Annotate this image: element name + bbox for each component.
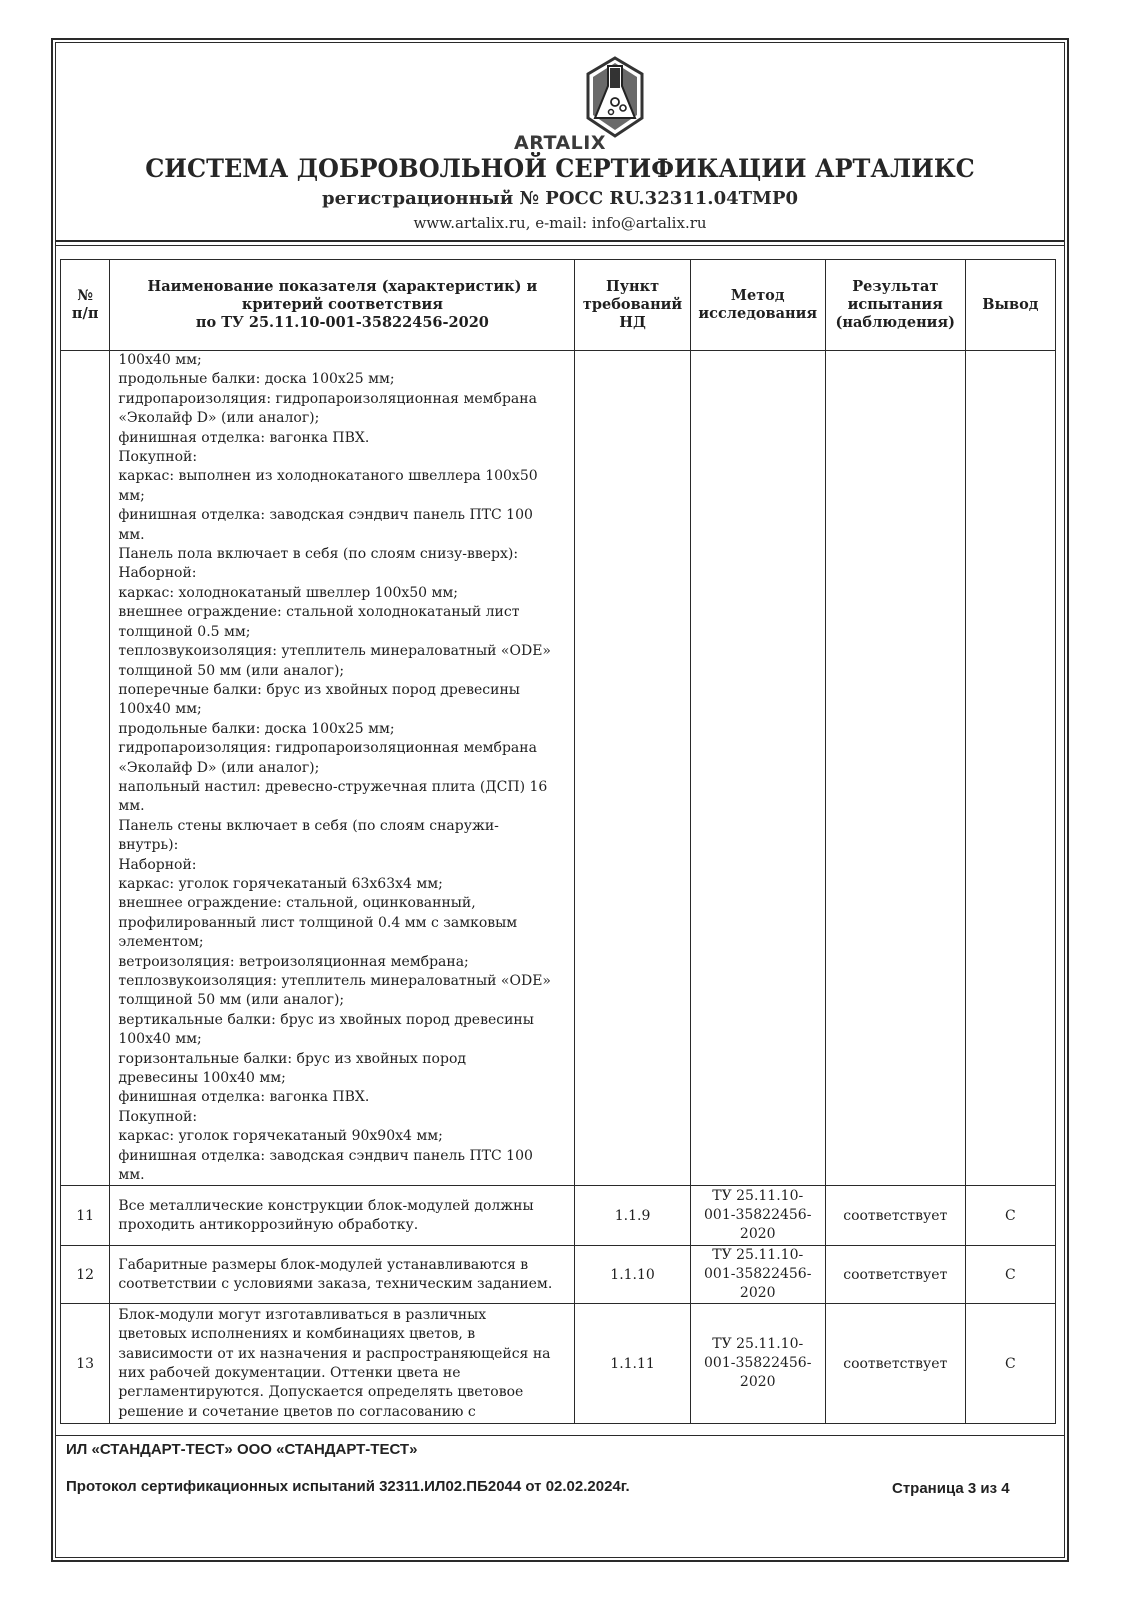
text-line: толщиной 50 мм (или аналог); (118, 662, 345, 679)
cell-conclusion: С (965, 1246, 1055, 1304)
text-line: каркас: холоднокатаный швеллер 100x50 мм; (118, 584, 459, 601)
table-header-row (61, 260, 1056, 351)
text-line: толщиной 0.5 мм; (118, 623, 251, 640)
col-header-line: НД (619, 314, 646, 331)
cell-number: 12 (61, 1246, 110, 1304)
col-header-line: исследования (698, 305, 818, 322)
document-header (55, 42, 1065, 242)
brand-name: ARTALIX (514, 132, 606, 154)
test-results-table (60, 259, 1056, 1424)
table-row (61, 1246, 1056, 1304)
text-line: «Эколайф D» (или аналог); (118, 759, 320, 776)
cell-number: 11 (61, 1186, 110, 1246)
text-line: Покупной: (118, 449, 198, 466)
text-line: решение и сочетание цветов по согласованию с (118, 1403, 476, 1420)
text-line: древесины 100x40 мм; (118, 1070, 286, 1087)
cell-method (690, 1186, 825, 1246)
cell-result (825, 351, 965, 1186)
text-line: теплозвукоизоляция: утеплитель минераловатный «ODE» (118, 643, 551, 660)
col-header-line: п/п (71, 305, 99, 322)
cell-name-lines (110, 1306, 574, 1422)
col-header-line: Метод (730, 287, 785, 304)
col-header-line: по ТУ 25.11.10-001-35822456-2020 (195, 314, 489, 331)
cell-result: соответствует (825, 1246, 965, 1304)
cell-result: соответствует (825, 1186, 965, 1246)
text-line: каркас: уголок горячекатаный 90x90x4 мм; (118, 1128, 443, 1145)
col-header-line: критерий соответствия (241, 296, 443, 313)
cell-name (110, 351, 575, 1186)
page-number: Страница 3 из 4 (892, 1480, 1010, 1497)
text-line: соответствии с условиями заказа, техническим заданием. (118, 1275, 553, 1292)
cell-name-lines (110, 1256, 574, 1295)
text-line: Наборной: (118, 856, 197, 873)
text-line: 2020 (739, 1285, 776, 1302)
text-line: вертикальные балки: брус из хвойных пород древесины (118, 1011, 534, 1028)
text-line: Все металлические конструкции блок-модулей должны (118, 1197, 534, 1214)
footer-divider (55, 1435, 1065, 1436)
cell-name (110, 1246, 575, 1304)
text-line: поперечные балки: брус из хвойных пород древесины (118, 681, 520, 698)
text-line: мм. (118, 526, 145, 543)
col-header-conclusion: Вывод (965, 260, 1055, 351)
text-line: 2020 (739, 1226, 776, 1243)
col-header-number (61, 260, 110, 351)
text-line: каркас: выполнен из холоднокатаного швеллера 100x50 (118, 468, 538, 485)
text-line: финишная отделка: вагонка ПВХ. (118, 429, 370, 446)
header-divider-inner (55, 245, 1065, 246)
cell-method (690, 1246, 825, 1304)
text-line: финишная отделка: заводская сэндвич панель ПТС 100 (118, 507, 533, 524)
text-line: финишная отделка: заводская сэндвич панель ПТС 100 (118, 1147, 533, 1164)
cell-number (61, 351, 110, 1186)
cell-name-lines (110, 351, 574, 1185)
cell-punkt: 1.1.10 (575, 1246, 690, 1304)
text-line: Габаритные размеры блок-модулей устанавливаются в (118, 1256, 529, 1273)
col-header-name (110, 260, 575, 351)
text-line: 2020 (739, 1374, 776, 1391)
cell-punkt: 1.1.9 (575, 1186, 690, 1246)
col-header-line: (наблюдения) (835, 314, 956, 331)
col-header-result (825, 260, 965, 351)
col-header-line: требований (582, 296, 683, 313)
footer-lab-name: ИЛ «СТАНДАРТ-ТЕСТ» ООО «СТАНДАРТ-ТЕСТ» (66, 1441, 418, 1458)
cell-name (110, 1186, 575, 1246)
table-row-continuation (61, 351, 1056, 1186)
text-line: продольные балки: доска 100x25 мм; (118, 371, 395, 388)
text-line: ТУ 25.11.10- (712, 1188, 804, 1205)
cell-name-lines (110, 1197, 574, 1236)
text-line: продольные балки: доска 100x25 мм; (118, 720, 395, 737)
col-header-line: Наименование показателя (характеристик) и (147, 278, 538, 295)
text-line: внешнее ограждение: стальной холоднокатаный лист (118, 604, 520, 621)
text-line: цветовых исполнениях и комбинациях цветов, в (118, 1326, 476, 1343)
text-line: них рабочей документации. Оттенки цвета не (118, 1364, 461, 1381)
footer-protocol: Протокол сертификационных испытаний 32311.ИЛ02.ПБ2044 от 02.02.2024г. (66, 1478, 630, 1495)
cell-punkt: 1.1.11 (575, 1304, 690, 1424)
col-header-line: испытания (847, 296, 943, 313)
text-line: теплозвукоизоляция: утеплитель минераловатный «ODE» (118, 973, 551, 989)
text-line: мм. (118, 798, 145, 815)
text-line: 001-35822456- (704, 1355, 812, 1372)
text-line: мм; (118, 487, 145, 504)
cell-name (110, 1304, 575, 1424)
cell-conclusion: С (965, 1304, 1055, 1424)
text-line: проходить антикоррозийную обработку. (118, 1216, 419, 1233)
text-line: гидропароизоляция: гидропароизоляционная мембрана (118, 740, 537, 757)
text-line: 001-35822456- (704, 1266, 812, 1283)
text-line: 100x40 мм; (118, 352, 202, 368)
text-line: мм. (118, 1167, 145, 1184)
col-header-line: Пункт (606, 278, 660, 295)
cell-number: 13 (61, 1304, 110, 1424)
col-header-line: Результат (852, 278, 939, 295)
cell-conclusion (965, 351, 1055, 1186)
text-line: профилированный лист толщиной 0.4 мм с замковым (118, 914, 518, 931)
cell-conclusion: С (965, 1186, 1055, 1246)
text-line: 100x40 мм; (118, 1031, 202, 1048)
text-line: гидропароизоляция: гидропароизоляционная мембрана (118, 390, 537, 407)
text-line: регламентируются. Допускается определять цветовое (118, 1384, 524, 1401)
text-line: Покупной: (118, 1108, 198, 1125)
flask-hexagon-icon (585, 56, 645, 138)
col-header-method (690, 260, 825, 351)
table-row (61, 1304, 1056, 1424)
text-line: финишная отделка: вагонка ПВХ. (118, 1089, 370, 1106)
col-header-line: № (77, 287, 94, 304)
text-line: внешнее ограждение: стальной, оцинкованный, (118, 895, 476, 912)
text-line: Наборной: (118, 565, 197, 582)
text-line: ТУ 25.11.10- (712, 1336, 804, 1353)
text-line: ветроизоляция: ветроизоляционная мембрана; (118, 953, 469, 970)
cell-method (690, 1304, 825, 1424)
text-line: горизонтальные балки: брус из хвойных пород (118, 1050, 466, 1067)
cell-method (690, 351, 825, 1186)
text-line: напольный настил: древесно-стружечная плита (ДСП) 16 (118, 778, 548, 795)
text-line: Панель пола включает в себя (по слоям снизу-вверх): (118, 546, 519, 563)
text-line: ТУ 25.11.10- (712, 1247, 804, 1264)
cell-result: соответствует (825, 1304, 965, 1424)
table-row (61, 1186, 1056, 1246)
system-title: СИСТЕМА ДОБРОВОЛЬНОЙ СЕРТИФИКАЦИИ АРТАЛИКС (145, 154, 975, 183)
header-divider (55, 240, 1065, 242)
text-line: Панель стены включает в себя (по слоям снаружи- (118, 817, 499, 834)
text-line: элементом; (118, 934, 204, 951)
contacts-line: www.artalix.ru, e-mail: info@artalix.ru (413, 214, 707, 232)
text-line: зависимости от их назначения и распространяющейся на (118, 1345, 551, 1362)
text-line: толщиной 50 мм (или аналог); (118, 992, 345, 1009)
text-line: каркас: уголок горячекатаный 63x63x4 мм; (118, 875, 443, 892)
text-line: 100x40 мм; (118, 701, 202, 718)
col-header-punkt (575, 260, 690, 351)
text-line: внутрь): (118, 837, 179, 854)
text-line: «Эколайф D» (или аналог); (118, 410, 320, 427)
text-line: 001-35822456- (704, 1207, 812, 1224)
registration-number: регистрационный № РОСС RU.32311.04ТМР0 (322, 188, 798, 209)
cell-punkt (575, 351, 690, 1186)
text-line: Блок-модули могут изготавливаться в различных (118, 1306, 487, 1323)
